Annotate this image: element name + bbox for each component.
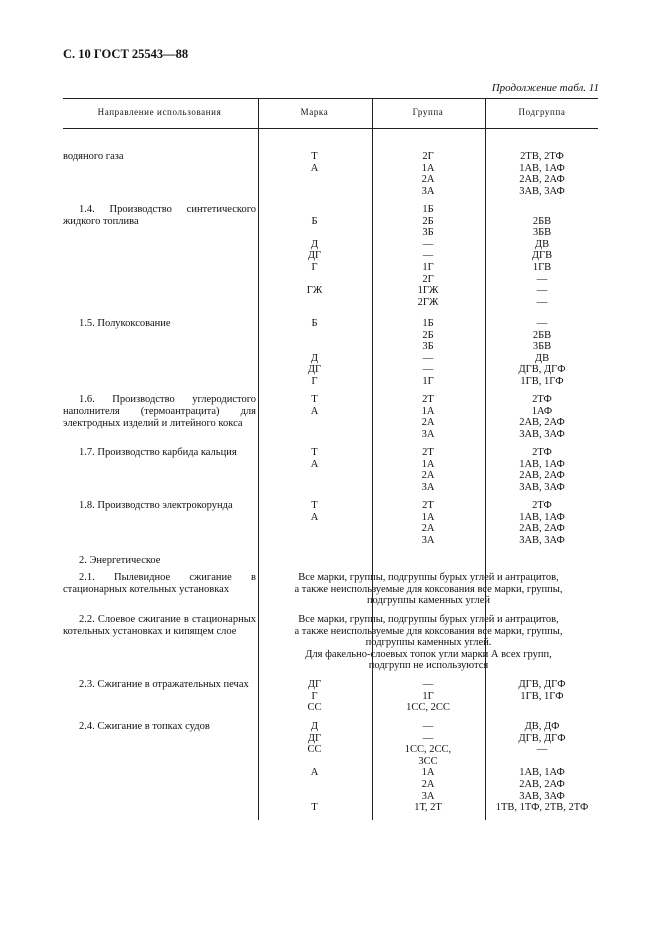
subgroup-cell: 1АВ, 1АФ: [519, 767, 565, 778]
subgroup-cell: ДГВ, ДГФ: [518, 364, 566, 375]
group-cell: —: [422, 364, 434, 375]
subgroup-cell: ДГВ, ДГФ: [518, 733, 566, 744]
mark-cell: А: [310, 767, 319, 778]
group-cell: 1А: [421, 459, 435, 470]
group-cell: 2Г: [422, 274, 434, 285]
group-cell: 1А: [421, 512, 435, 523]
subgroup-cell: 1ГВ, 1ГФ: [520, 376, 564, 387]
mark-cell: Д: [310, 721, 319, 732]
subgroup-cell: 3АВ, 3АФ: [519, 535, 565, 546]
column-header-mark: Марка: [300, 107, 329, 117]
merged-note-line: Для факельно-слоевых топок угли марки А всех групп,: [305, 649, 552, 660]
merged-note-line: а также неиспользуемые для коксования все марки, группы,: [294, 584, 563, 595]
subgroup-cell: 3АВ, 3АФ: [519, 791, 565, 802]
group-cell: —: [422, 239, 434, 250]
group-cell: 1Б: [422, 204, 434, 215]
group-cell: 1Т, 2Т: [414, 802, 442, 813]
mark-cell: ДГ: [307, 250, 322, 261]
group-cell: 1Б: [422, 318, 434, 329]
usage-direction-cell: 2.3. Сжигание в отражательных печах: [79, 679, 249, 690]
mark-cell: Т: [311, 151, 318, 162]
group-cell: 2ГЖ: [417, 297, 439, 308]
group-cell: 1А: [421, 163, 435, 174]
subgroup-cell: 2БВ: [532, 330, 552, 341]
table-continuation-label: Продолжение табл. 11: [491, 82, 599, 94]
subgroup-cell: —: [536, 297, 548, 308]
group-cell: 3А: [421, 186, 435, 197]
subgroup-cell: 2АВ, 2АФ: [519, 174, 565, 185]
usage-direction-cell: 1.6. Производство углеродистого наполнителя (термоантрацита) для электродных изделий и литейного кокса: [63, 394, 256, 429]
group-cell: 2Г: [422, 151, 434, 162]
subgroup-cell: 3БВ: [532, 227, 552, 238]
group-cell: 2Т: [422, 500, 434, 511]
column-header-group: Группа: [412, 107, 444, 117]
group-cell: 2А: [421, 174, 435, 185]
subgroup-cell: 1АВ, 1АФ: [519, 163, 565, 174]
subgroup-cell: 2ТФ: [532, 394, 552, 405]
subgroup-cell: 1ТВ, 1ТФ, 2ТВ, 2ТФ: [495, 802, 589, 813]
mark-cell: Т: [311, 447, 318, 458]
table-top-rule: [63, 98, 598, 99]
usage-direction-cell: 2.2. Слоевое сжигание в стационарных котельных установках и кипящем слое: [63, 614, 256, 637]
group-cell: 1Г: [422, 376, 434, 387]
merged-note-line: подгруппы каменных углей: [366, 595, 491, 606]
mark-cell: А: [310, 163, 319, 174]
column-header-subgroup: Подгруппа: [518, 107, 566, 117]
subgroup-cell: 2АВ, 2АФ: [519, 417, 565, 428]
group-cell: 3Б: [422, 341, 434, 352]
subgroup-cell: 2ТВ, 2ТФ: [520, 151, 564, 162]
mark-cell: Б: [311, 318, 318, 329]
mark-cell: Т: [311, 394, 318, 405]
mark-cell: ГЖ: [306, 285, 323, 296]
group-cell: 2А: [421, 417, 435, 428]
group-cell: 2Т: [422, 394, 434, 405]
usage-direction-cell: 1.5. Полукоксование: [79, 318, 171, 329]
merged-note-line: Все марки, группы, подгруппы бурых углей и антрацитов,: [298, 614, 559, 625]
group-cell: 3А: [421, 482, 435, 493]
table-header-rule: [63, 128, 598, 129]
group-cell: 2Т: [422, 447, 434, 458]
merged-note-line: подгрупп не используются: [368, 660, 489, 671]
usage-direction-cell: водяного газа: [63, 151, 124, 162]
subgroup-cell: 3АВ, 3АФ: [519, 429, 565, 440]
group-cell: 1А: [421, 406, 435, 417]
subgroup-cell: ДГВ, ДГФ: [518, 679, 566, 690]
mark-cell: А: [310, 512, 319, 523]
group-cell: 3Б: [422, 227, 434, 238]
subgroup-cell: 2АВ, 2АФ: [519, 523, 565, 534]
merged-note-line: а также неиспользуемые для коксования все марки, группы,: [294, 626, 563, 637]
group-cell: 3А: [421, 791, 435, 802]
group-cell: 1СС, 2СС: [406, 702, 450, 713]
mark-cell: Т: [311, 500, 318, 511]
group-cell: 2А: [421, 470, 435, 481]
group-cell: —: [422, 733, 434, 744]
group-cell: 2А: [421, 779, 435, 790]
subgroup-cell: 1АВ, 1АФ: [519, 459, 565, 470]
mark-cell: Г: [311, 691, 318, 702]
subgroup-cell: 2ТФ: [532, 500, 552, 511]
group-cell: 1Г: [422, 691, 434, 702]
usage-direction-cell: 2. Энергетическое: [79, 555, 161, 566]
subgroup-cell: —: [536, 274, 548, 285]
subgroup-cell: 2АВ, 2АФ: [519, 470, 565, 481]
group-cell: 1Г: [422, 262, 434, 273]
group-cell: —: [422, 679, 434, 690]
subgroup-cell: ДГВ: [531, 250, 553, 261]
subgroup-cell: 3АВ, 3АФ: [519, 482, 565, 493]
subgroup-cell: 2АВ, 2АФ: [519, 779, 565, 790]
group-cell: 2А: [421, 523, 435, 534]
subgroup-cell: ДВ: [534, 353, 550, 364]
mark-cell: Г: [311, 262, 318, 273]
mark-cell: СС: [307, 744, 322, 755]
subgroup-cell: 1ГВ, 1ГФ: [520, 691, 564, 702]
mark-cell: А: [310, 406, 319, 417]
usage-direction-cell: 1.8. Производство электрокорунда: [79, 500, 233, 511]
subgroup-cell: —: [536, 285, 548, 296]
group-cell: —: [422, 250, 434, 261]
group-cell: 2Б: [422, 330, 434, 341]
mark-cell: А: [310, 459, 319, 470]
subgroup-cell: —: [536, 318, 548, 329]
usage-direction-cell: 2.4. Сжигание в топках судов: [79, 721, 210, 732]
group-cell: —: [422, 721, 434, 732]
subgroup-cell: —: [536, 744, 548, 755]
mark-cell: ДГ: [307, 679, 322, 690]
subgroup-cell: 3АВ, 3АФ: [519, 186, 565, 197]
usage-direction-cell: 2.1. Пылевидное сжигание в стационарных котельных установках: [63, 572, 256, 595]
subgroup-cell: 2ТФ: [532, 447, 552, 458]
subgroup-cell: ДВ: [534, 239, 550, 250]
page-header: С. 10 ГОСТ 25543—88: [63, 47, 189, 61]
group-cell: 3А: [421, 535, 435, 546]
mark-cell: Д: [310, 239, 319, 250]
group-cell: 1А: [421, 767, 435, 778]
usage-direction-cell: 1.4. Производство синтетического жидкого топлива: [63, 204, 256, 227]
mark-cell: СС: [307, 702, 322, 713]
subgroup-cell: ДВ, ДФ: [524, 721, 560, 732]
usage-direction-cell: 1.7. Производство карбида кальция: [79, 447, 237, 458]
mark-cell: Т: [311, 802, 318, 813]
group-cell: 1ГЖ: [417, 285, 439, 296]
group-cell: —: [422, 353, 434, 364]
subgroup-cell: 1АВ, 1АФ: [519, 512, 565, 523]
group-cell: 1СС, 2СС,: [404, 744, 452, 755]
subgroup-cell: 1АФ: [531, 406, 553, 417]
subgroup-cell: 1ГВ: [532, 262, 552, 273]
merged-note-line: Все марки, группы, подгруппы бурых углей и антрацитов,: [298, 572, 559, 583]
group-cell: 3СС: [418, 756, 438, 767]
mark-cell: Д: [310, 353, 319, 364]
group-cell: 2Б: [422, 216, 434, 227]
subgroup-cell: 3БВ: [532, 341, 552, 352]
mark-cell: Б: [311, 216, 318, 227]
mark-cell: ДГ: [307, 364, 322, 375]
group-cell: 3А: [421, 429, 435, 440]
merged-note-line: подгруппы каменных углей.: [365, 637, 492, 648]
column-header-direction: Направление использования: [97, 107, 222, 117]
mark-cell: ДГ: [307, 733, 322, 744]
mark-cell: Г: [311, 376, 318, 387]
subgroup-cell: 2БВ: [532, 216, 552, 227]
